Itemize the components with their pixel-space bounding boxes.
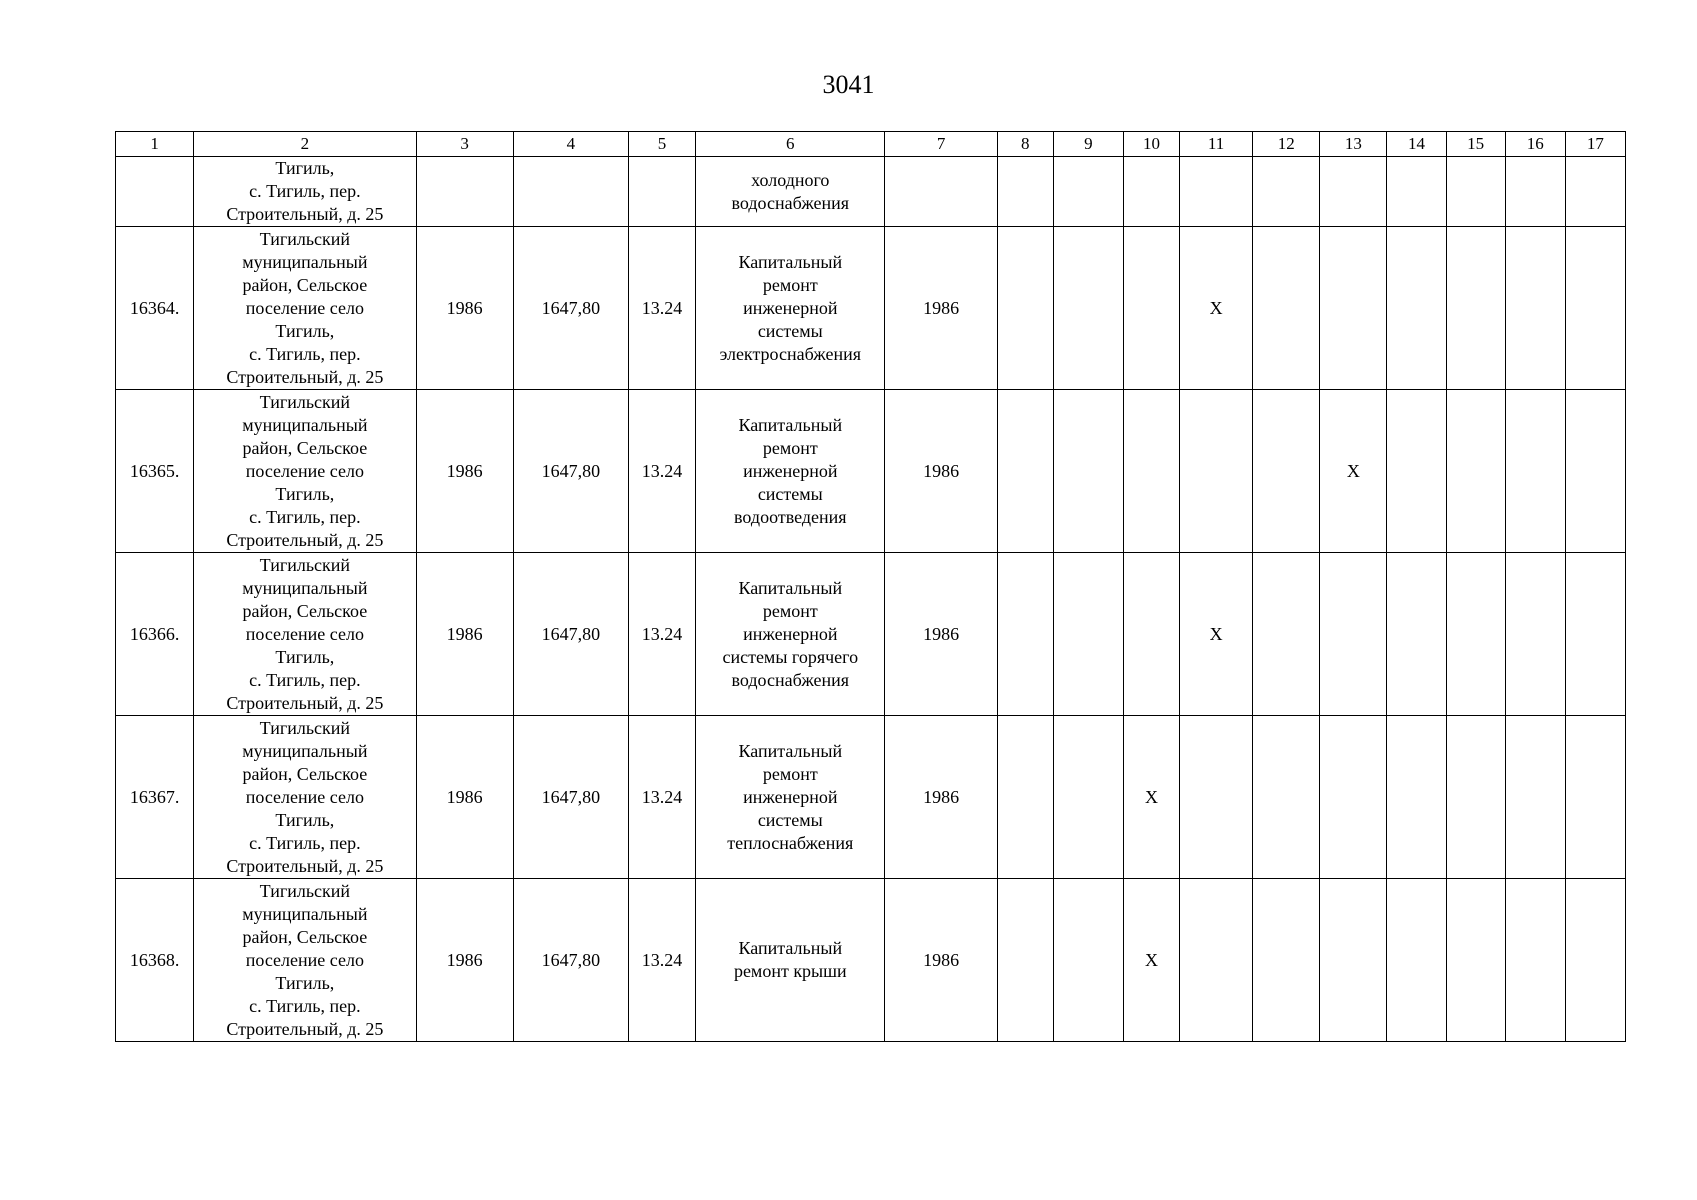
table-cell (1253, 157, 1320, 227)
work-type-cell: Капитальный ремонт инженерной системы водоотведения (696, 390, 885, 553)
code-cell: 13.24 (628, 553, 695, 716)
year-cell: 1986 (885, 553, 997, 716)
table-cell (997, 157, 1053, 227)
table-cell (1387, 157, 1446, 227)
mark-cell: X (1180, 553, 1253, 716)
year-built-cell: 1986 (416, 553, 513, 716)
table-cell (628, 157, 695, 227)
table-cell (1446, 157, 1505, 227)
address-cell: Тигильский муниципальный район, Сельское поселение село Тигиль, с. Тигиль, пер. Строительный, д. 25 (194, 879, 416, 1042)
area-cell: 1647,80 (513, 716, 628, 879)
table-cell (416, 157, 513, 227)
mark-cell (1387, 390, 1446, 553)
table-cell (1565, 157, 1625, 227)
column-header: 17 (1565, 132, 1625, 157)
year-built-cell: 1986 (416, 390, 513, 553)
mark-cell (1565, 716, 1625, 879)
mark-cell (1505, 879, 1565, 1042)
row-number-cell: 16367. (116, 716, 194, 879)
mark-cell (1253, 553, 1320, 716)
mark-cell (997, 227, 1053, 390)
mark-cell (1123, 227, 1179, 390)
address-cell: Тигильский муниципальный район, Сельское поселение село Тигиль, с. Тигиль, пер. Строительный, д. 25 (194, 553, 416, 716)
table-row (116, 716, 1626, 879)
mark-cell (1320, 879, 1387, 1042)
code-cell: 13.24 (628, 716, 695, 879)
mark-cell (997, 716, 1053, 879)
table-cell (1180, 157, 1253, 227)
mark-cell (1180, 390, 1253, 553)
page-number: 3041 (822, 70, 875, 99)
year-cell: 1986 (885, 716, 997, 879)
mark-cell (1387, 227, 1446, 390)
mark-cell (1053, 227, 1123, 390)
year-built-cell: 1986 (416, 227, 513, 390)
mark-cell (1053, 879, 1123, 1042)
mark-cell (997, 879, 1053, 1042)
mark-cell (1565, 553, 1625, 716)
mark-cell (1180, 716, 1253, 879)
table-row (116, 390, 1626, 553)
mark-cell (1387, 553, 1446, 716)
table-cell (513, 157, 628, 227)
column-header: 8 (997, 132, 1053, 157)
mark-cell (1446, 716, 1505, 879)
column-header: 5 (628, 132, 695, 157)
table-cell (1053, 157, 1123, 227)
mark-cell (1446, 227, 1505, 390)
mark-cell (1053, 390, 1123, 553)
work-type-cell: холодного водоснабжения (696, 157, 885, 227)
mark-cell (1180, 879, 1253, 1042)
work-type-cell: Капитальный ремонт инженерной системы горячего водоснабжения (696, 553, 885, 716)
mark-cell (1446, 879, 1505, 1042)
year-cell: 1986 (885, 390, 997, 553)
column-header: 10 (1123, 132, 1179, 157)
work-type-cell: Капитальный ремонт крыши (696, 879, 885, 1042)
address-cell: Тигильский муниципальный район, Сельское поселение село Тигиль, с. Тигиль, пер. Строительный, д. 25 (194, 227, 416, 390)
repair-schedule-table (115, 131, 1626, 1042)
mark-cell: X (1320, 390, 1387, 553)
work-type-cell: Капитальный ремонт инженерной системы теплоснабжения (696, 716, 885, 879)
column-header: 14 (1387, 132, 1446, 157)
mark-cell (997, 390, 1053, 553)
table-row (116, 553, 1626, 716)
mark-cell (1505, 716, 1565, 879)
mark-cell: X (1123, 879, 1179, 1042)
table-cell (1320, 157, 1387, 227)
address-cell: Тигильский муниципальный район, Сельское поселение село Тигиль, с. Тигиль, пер. Строительный, д. 25 (194, 390, 416, 553)
mark-cell (1565, 390, 1625, 553)
mark-cell (1505, 390, 1565, 553)
area-cell: 1647,80 (513, 879, 628, 1042)
mark-cell (1446, 390, 1505, 553)
column-header: 4 (513, 132, 628, 157)
year-built-cell: 1986 (416, 716, 513, 879)
table-cell (116, 157, 194, 227)
row-number-cell: 16364. (116, 227, 194, 390)
mark-cell (1053, 716, 1123, 879)
mark-cell (1446, 553, 1505, 716)
mark-cell: X (1180, 227, 1253, 390)
column-header: 2 (194, 132, 416, 157)
address-cell: Тигиль, с. Тигиль, пер. Строительный, д. 25 (194, 157, 416, 227)
work-type-cell: Капитальный ремонт инженерной системы электроснабжения (696, 227, 885, 390)
row-number-cell: 16365. (116, 390, 194, 553)
address-cell: Тигильский муниципальный район, Сельское поселение село Тигиль, с. Тигиль, пер. Строительный, д. 25 (194, 716, 416, 879)
mark-cell: X (1123, 716, 1179, 879)
mark-cell (1565, 227, 1625, 390)
mark-cell (1505, 227, 1565, 390)
row-number-cell: 16366. (116, 553, 194, 716)
mark-cell (1320, 227, 1387, 390)
code-cell: 13.24 (628, 390, 695, 553)
column-header: 16 (1505, 132, 1565, 157)
column-header: 12 (1253, 132, 1320, 157)
column-header: 7 (885, 132, 997, 157)
mark-cell (1320, 553, 1387, 716)
mark-cell (1123, 553, 1179, 716)
area-cell: 1647,80 (513, 553, 628, 716)
year-built-cell: 1986 (416, 879, 513, 1042)
mark-cell (1387, 716, 1446, 879)
table-row (116, 879, 1626, 1042)
column-header: 13 (1320, 132, 1387, 157)
table-row (116, 227, 1626, 390)
code-cell: 13.24 (628, 879, 695, 1042)
mark-cell (1053, 553, 1123, 716)
column-number-header-row (116, 132, 1626, 157)
mark-cell (1253, 390, 1320, 553)
area-cell: 1647,80 (513, 227, 628, 390)
column-header: 6 (696, 132, 885, 157)
mark-cell (1123, 390, 1179, 553)
table-cell (1123, 157, 1179, 227)
mark-cell (1320, 716, 1387, 879)
table-row-continuation (116, 157, 1626, 227)
column-header: 15 (1446, 132, 1505, 157)
column-header: 9 (1053, 132, 1123, 157)
mark-cell (1565, 879, 1625, 1042)
area-cell: 1647,80 (513, 390, 628, 553)
column-header: 1 (116, 132, 194, 157)
column-header: 11 (1180, 132, 1253, 157)
table-cell (885, 157, 997, 227)
table-cell (1505, 157, 1565, 227)
mark-cell (1387, 879, 1446, 1042)
mark-cell (1253, 227, 1320, 390)
column-header: 3 (416, 132, 513, 157)
mark-cell (1505, 553, 1565, 716)
year-cell: 1986 (885, 227, 997, 390)
mark-cell (1253, 716, 1320, 879)
year-cell: 1986 (885, 879, 997, 1042)
mark-cell (1253, 879, 1320, 1042)
row-number-cell: 16368. (116, 879, 194, 1042)
code-cell: 13.24 (628, 227, 695, 390)
mark-cell (997, 553, 1053, 716)
